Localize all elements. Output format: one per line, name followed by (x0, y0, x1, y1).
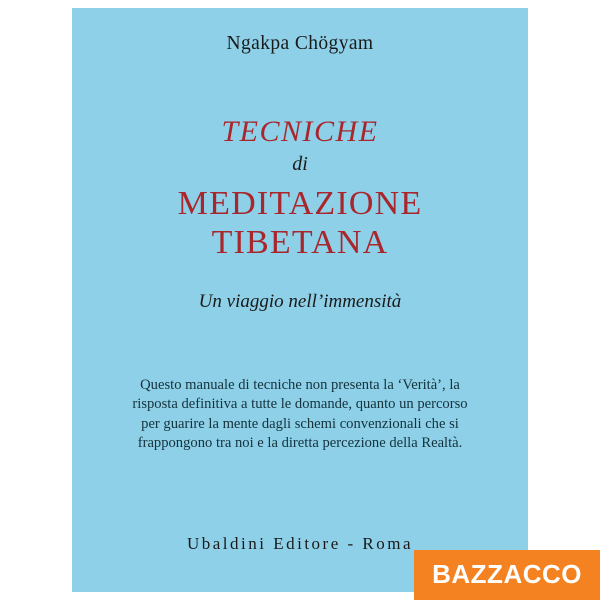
title-block (72, 116, 528, 262)
subtitle: Un viaggio nell’immensità (198, 291, 402, 312)
title-line-2: MEDITAZIONE (177, 184, 423, 222)
book-cover (72, 8, 528, 592)
blurb-text: Questo manuale di tecniche non presenta la ‘Verità’, la risposta definitiva a tutte le domande, quanto un percorso per guarire la mente dagli schemi convenzionali che si frappongono tra noi e la diretta percezione della Realtà. (132, 377, 468, 452)
title-line-1: TECNICHE (221, 115, 379, 148)
retailer-badge: BAZZACCO (414, 550, 600, 600)
author-name: Ngakpa Chögyam (226, 33, 374, 54)
publisher-imprint: Ubaldini Editore - Roma (186, 534, 414, 553)
title-connector: di (292, 152, 308, 175)
title-line-3: TIBETANA (211, 223, 389, 261)
